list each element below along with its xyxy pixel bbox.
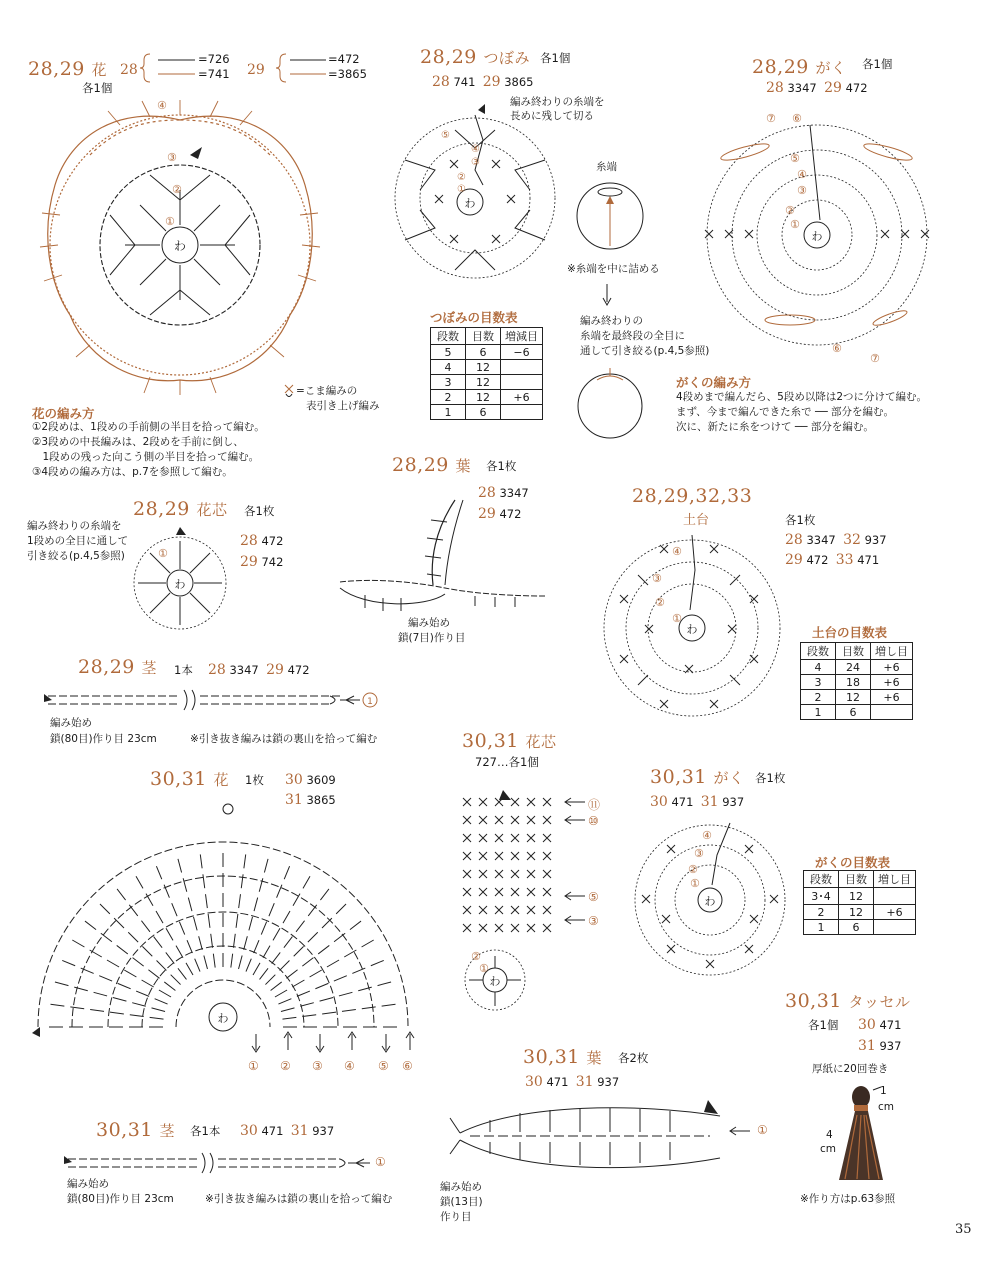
tassel-sub: 各1個 — [808, 1018, 839, 1032]
calyx-28-title: 28,29 がく — [752, 56, 847, 78]
center-30-row-11: ⑪ — [588, 798, 601, 812]
leaf-28-color-2: 29 472 — [478, 506, 522, 522]
calyx-method-1: 4段めまで編んだら、5段め以降は2つに分けて編む。 — [676, 391, 928, 403]
leaf-30-start-1: 編み始め — [440, 1181, 482, 1193]
flower-30-row-4: ④ — [344, 1059, 355, 1073]
flower-28-c28: 28 — [120, 62, 138, 78]
calyx-30-colors: 30 471 31 937 — [650, 794, 745, 810]
stem-30-sub: 各1本 — [190, 1124, 221, 1138]
svg-text:②: ② — [688, 863, 698, 876]
svg-text:③: ③ — [694, 847, 704, 860]
calyx-method-3: 次に、新たに糸をつけて ── 部分を編む。 — [676, 421, 874, 433]
flower-30-row-1: ① — [248, 1059, 259, 1073]
calyx-30-title: 30,31 がく — [650, 766, 745, 788]
flower-method-4: ③4段めの編み方は、p.7を参照して編む。 — [32, 466, 233, 478]
bud-colors: 28 741 29 3865 — [432, 74, 534, 90]
legend-symbol — [283, 383, 297, 399]
tassel-top-unit: cm — [878, 1101, 895, 1113]
calyx-28-colors: 28 3347 29 472 — [766, 80, 868, 96]
base-table-title: 土台の目数表 — [812, 625, 888, 640]
stem-30-chart — [60, 1152, 380, 1178]
leaf-28-start-1: 編み始め — [408, 617, 450, 629]
tassel-top-len: 1 — [880, 1085, 887, 1097]
leaf-28-sub: 各1枚 — [486, 459, 517, 473]
calyx-30-table-title: がくの目数表 — [815, 855, 891, 870]
svg-text:①: ① — [690, 877, 700, 890]
calyx-28-sub: 各1個 — [862, 57, 893, 71]
stem-30-title: 30,31 茎 — [96, 1119, 175, 1141]
center-28-title: 28,29 花芯 — [133, 498, 228, 520]
stuff-note: ※糸端を中に詰める — [567, 263, 660, 275]
base-colors-2: 29 472 33 471 — [785, 552, 880, 568]
svg-text:③: ③ — [167, 151, 177, 164]
stem-28-colors: 28 3347 29 472 — [208, 662, 310, 678]
flower-30-row-6: ⑥ — [402, 1059, 413, 1073]
bud-title: 28,29 つぼみ — [420, 46, 530, 68]
bud-chart — [395, 110, 565, 290]
center-28-note-2: 1段めの全目に通して — [27, 535, 129, 547]
legend-text-1: =こま編みの — [296, 385, 358, 397]
leaf-30-sub: 各2枚 — [618, 1051, 649, 1065]
stem-30-start-2: 鎖(80目)作り目 23cm — [67, 1193, 174, 1205]
center-30-row-3: ③ — [588, 914, 599, 928]
svg-text:①: ① — [457, 184, 466, 195]
svg-text:④: ④ — [157, 99, 167, 112]
flower-30-center: わ — [217, 1012, 229, 1025]
flower-29-color-b: =3865 — [328, 67, 367, 81]
base-table: 段数 目数 増し目 4 24 +6 3 18 +6 2 12 +6 1 6 — [800, 642, 913, 720]
calyx-30-chart — [632, 815, 792, 985]
flower-30-color-1: 30 3609 — [285, 772, 336, 788]
center-28-note-1: 編み終わりの糸端を — [27, 520, 122, 532]
svg-text:②: ② — [785, 204, 795, 217]
flower-30-color-2: 31 3865 — [285, 792, 336, 808]
bud-closed-diagram — [575, 370, 645, 440]
svg-text:③: ③ — [471, 157, 480, 168]
bud-ball-diagram — [575, 178, 645, 253]
leaf-30-colors: 30 471 31 937 — [525, 1074, 620, 1090]
center-30-chart — [455, 790, 625, 1020]
svg-text:1: 1 — [367, 697, 373, 707]
svg-text:⑥: ⑥ — [832, 342, 842, 355]
leaf-30-row: ① — [757, 1123, 768, 1137]
base-colors-1: 28 3347 32 937 — [785, 532, 887, 548]
svg-text:⑦: ⑦ — [870, 352, 880, 365]
base-center: わ — [686, 623, 698, 636]
bud-table: 段数 目数 増減目 5 6 −6 4 12 3 12 2 12 +6 1 6 — [430, 327, 543, 420]
flower-30-title: 30,31 花 — [150, 768, 229, 790]
svg-text:①: ① — [790, 218, 800, 231]
svg-text:②: ② — [655, 596, 665, 609]
svg-text:④: ④ — [672, 545, 682, 558]
flower-28-color-b: =741 — [198, 67, 230, 81]
tassel-illustration — [835, 1085, 895, 1185]
svg-text:①: ① — [479, 962, 489, 975]
svg-text:②: ② — [457, 172, 466, 183]
flower-method-1: ①2段めは、1段めの手前側の半目を拾って編む。 — [32, 421, 265, 433]
center-30-sub: 727…各1個 — [475, 755, 539, 769]
tassel-color-1: 30 471 — [858, 1017, 902, 1033]
flower-28-sub: 各1個 — [82, 81, 113, 95]
leaf-30-start-3: 作り目 — [440, 1211, 472, 1223]
base-name: 土台 — [683, 513, 710, 528]
stem-28-chart — [40, 688, 385, 718]
svg-text:⑥: ⑥ — [792, 112, 802, 125]
finish-2: 糸端を最終段の全目に — [580, 330, 685, 342]
svg-text:⑦: ⑦ — [766, 112, 776, 125]
bud-sub: 各1個 — [540, 51, 571, 65]
flower-29-color-a: =472 — [328, 52, 360, 66]
calyx-method-2: まず、今まで編んできた糸で ── 部分を編む。 — [676, 406, 894, 418]
yarn-end-label: 糸端 — [596, 161, 617, 173]
calyx-method-title: がくの編み方 — [676, 375, 752, 390]
leaf-28-title: 28,29 葉 — [392, 454, 471, 476]
calyx-28-center: わ — [811, 230, 823, 243]
down-arrow — [600, 284, 614, 306]
center-30-title: 30,31 花芯 — [462, 730, 557, 752]
leaf-28-start-2: 鎖(7目)作り目 — [398, 632, 466, 644]
svg-text:⑤: ⑤ — [441, 130, 450, 141]
leaf-30-start-2: 鎖(13目) — [440, 1196, 483, 1208]
stem-30-start-1: 編み始め — [67, 1178, 109, 1190]
flower-30-row-3: ③ — [312, 1059, 323, 1073]
svg-text:④: ④ — [797, 168, 807, 181]
base-sub: 各1枚 — [785, 513, 816, 527]
flower-28-chart — [30, 95, 350, 395]
flower-30-row-arrows — [240, 1032, 425, 1077]
flower-30-row-5: ⑤ — [378, 1059, 389, 1073]
tassel-ref: ※作り方はp.63参照 — [800, 1193, 896, 1205]
stem-28-start-2: 鎖(80目)作り目 23cm — [50, 733, 157, 745]
center-28-note-3: 引き絞る(p.4,5参照) — [27, 550, 125, 562]
center-28-chart — [130, 525, 230, 635]
stem-30-row: ① — [375, 1155, 386, 1169]
tassel-title: 30,31 タッセル — [785, 990, 911, 1012]
center-28-color-1: 28 472 — [240, 533, 284, 549]
svg-text:①: ① — [158, 547, 168, 560]
svg-text:③: ③ — [797, 184, 807, 197]
tassel-color-2: 31 937 — [858, 1038, 902, 1054]
tassel-len: 4 — [826, 1129, 833, 1141]
flower-method-3: 1段めの残った向こう側の半目を拾って編む。 — [32, 451, 260, 463]
flower-28-center: わ — [173, 239, 187, 253]
base-title: 28,29,32,33 — [632, 485, 753, 507]
stem-28-note: ※引き抜き編みは鎖の裏山を拾って編む — [190, 733, 378, 745]
finish-1: 編み終わりの — [580, 315, 643, 327]
leaf-30-title: 30,31 葉 — [523, 1046, 602, 1068]
svg-text:②: ② — [471, 950, 481, 963]
center-28-center: わ — [174, 578, 186, 591]
finish-3: 通して引き絞る(p.4,5参照) — [580, 345, 710, 357]
bud-table-title: つぼみの目数表 — [430, 310, 518, 325]
leaf-28-color-1: 28 3347 — [478, 485, 529, 501]
base-chart — [600, 525, 790, 725]
center-30-center: わ — [489, 975, 501, 988]
flower-method-title: 花の編み方 — [32, 406, 95, 421]
svg-text:⑤: ⑤ — [790, 152, 800, 165]
bud-note-1: 編み終わりの糸端を — [510, 96, 605, 108]
calyx-30-table: 段数 目数 増し目 3･4 12 2 12 +6 1 6 — [803, 870, 916, 935]
flower-30-row-2: ② — [280, 1059, 291, 1073]
flower-28-c29: 29 — [247, 62, 265, 78]
leaf-28-chart — [335, 490, 550, 620]
flower-30-sub: 1枚 — [245, 773, 264, 787]
svg-text:①: ① — [165, 215, 175, 228]
flower-28-title: 28,29 花 — [28, 58, 107, 80]
page-number: 35 — [955, 1222, 972, 1237]
svg-text:②: ② — [172, 183, 182, 196]
stem-28-start-1: 編み始め — [50, 717, 92, 729]
tassel-note: 厚紙に20回巻き — [812, 1063, 889, 1075]
bud-note-2: 長めに残して切る — [510, 110, 594, 122]
flower-30-chart — [30, 795, 425, 1040]
calyx-28-chart — [700, 110, 940, 365]
bud-center: わ — [464, 197, 476, 210]
center-30-row-10: ⑩ — [588, 814, 599, 828]
svg-text:①: ① — [672, 612, 682, 625]
calyx-30-sub: 各1枚 — [755, 771, 786, 785]
svg-text:④: ④ — [702, 829, 712, 842]
center-28-color-2: 29 742 — [240, 554, 284, 570]
stem-30-colors: 30 471 31 937 — [240, 1123, 335, 1139]
calyx-30-center: わ — [704, 895, 716, 908]
svg-text:③: ③ — [652, 572, 662, 585]
stem-28-title: 28,29 茎 — [78, 656, 157, 678]
center-28-sub: 各1枚 — [244, 504, 275, 518]
svg-text:④: ④ — [471, 144, 480, 155]
tassel-len-unit: cm — [820, 1143, 837, 1155]
center-30-row-5: ⑤ — [588, 890, 599, 904]
leaf-30-chart — [440, 1098, 780, 1183]
stem-30-note: ※引き抜き編みは鎖の裏山を拾って編む — [205, 1193, 393, 1205]
legend-text-2: 表引き上げ編み — [306, 400, 380, 412]
stem-28-sub: 1本 — [174, 663, 193, 677]
flower-method-2: ②3段めの中長編みは、2段めを手前に倒し、 — [32, 436, 244, 448]
flower-28-color-a: =726 — [198, 52, 230, 66]
